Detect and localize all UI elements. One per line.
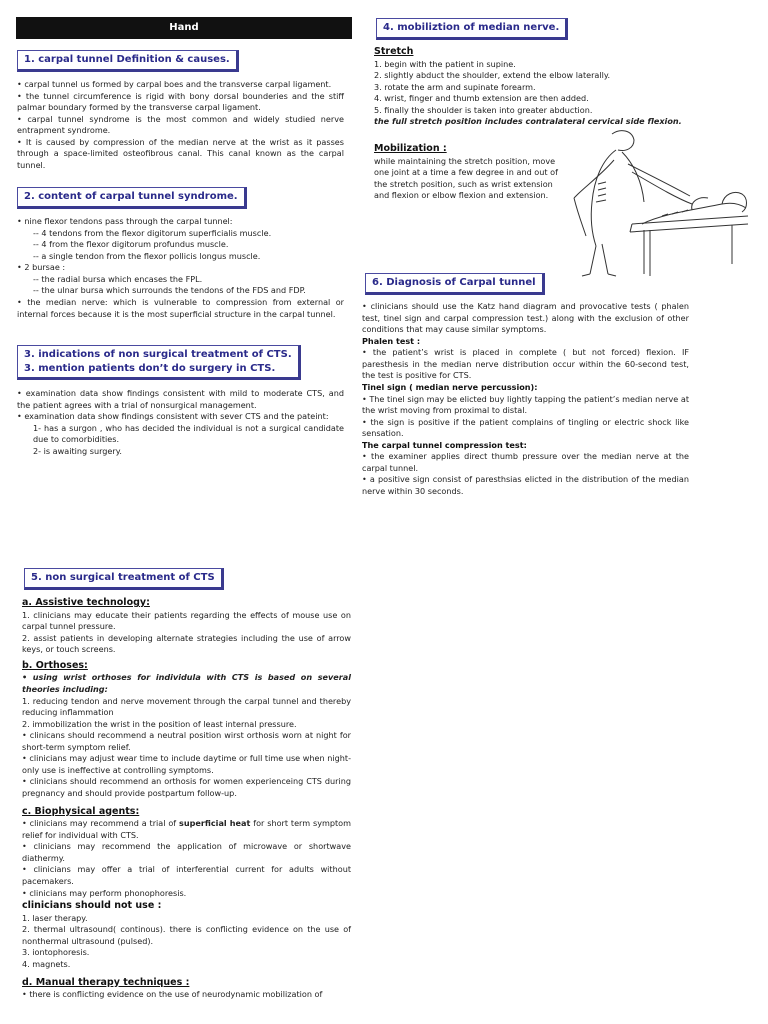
s3-line: • examination data show findings consistent with mild to moderate CTS, and the patient agrees with a trial of nonsurgical management. [17,388,344,410]
s5-text: • clinicians may recommend a trial of [22,818,180,829]
assistive-heading: a. Assistive technology: [22,597,150,608]
section-1-title: 1. carpal tunnel Definition & causes. [17,50,239,72]
s5-line: 1. reducing tendon and nerve movement through the carpal tunnel and thereby reducing inflammation [22,695,351,718]
s2-line: -- 4 from the flexor digitorum profundus muscle. [33,239,229,250]
s3-line: 2- is awaiting surgery. [33,445,122,456]
s1-line: • carpal tunnel us formed by carpal boes and the transverse carpal ligament. [17,79,332,89]
s1-line: • carpal tunnel syndrome is the most common and widely studied nerve entrapment syndrome. [17,113,344,136]
s5-line: • clinicans should recommend a neutral position wirst orthosis worn at night for short-term symptom relief. [22,730,351,752]
s2-line: • 2 bursae : [17,262,66,273]
s5-line: 3. iontophoresis. [22,947,90,958]
s5-line: • there is conflicting evidence on the use of neurodynamic mobilization of [22,989,323,1000]
section-3-body [17,388,344,457]
stretch-step: 1. begin with the patient in supine. [374,58,516,69]
s3-line: • examination data show findings consistent with sever CTS and the pateint: [17,411,329,422]
s6-line: • the examiner applies direct thumb pressure over the median nerve at the carpal tunnel. [362,451,689,473]
s2-line: -- a single tendon from the flexor pollicis longus muscle. [33,250,261,261]
s2-line: -- the radial bursa which encases the FPL. [33,273,203,284]
s2-line: • nine flexor tendons pass through the carpal tunnel: [17,216,233,226]
section-5-title: 5. non surgical treatment of CTS [24,568,224,590]
s5-line: 1. clinicians may educate their patients regarding the effects of mouse use on carpal tunnel pressure. [22,609,351,632]
s5-line: • using wrist orthoses for individula with CTS is based on several theories including: [22,672,351,694]
s2-line: • the median nerve: which is vulnerable to compression from external or internal forces because it is the most superficial structure in the carpal tunnel. [17,296,344,319]
s6-line: • The tinel sign may be elicted buy lightly tapping the patient’s median nerve at the wrist moving from proximal to distal. [362,393,689,416]
s1-line: • the tunnel circumference is rigid with bony dorsal bounderies and the stiff palmar boundary formed by the transverse carpal ligament. [17,90,344,113]
compression-heading: The carpal tunnel compression test: [362,439,527,450]
section-4-title: 4. mobiliztion of median nerve. [376,18,568,40]
s5-line: 1. laser therapy. [22,912,88,923]
mobilization-heading: Mobilization : [374,143,447,154]
stretch-step: 5. finally the shoulder is taken into greater abduction. [374,104,593,115]
section-4-mobilization [374,142,570,202]
s5-line: 2. assist patients in developing alternate strategies including the use of arrow keys, or touch screens. [22,632,351,655]
section-5-body [22,596,351,1001]
s6-line: • the sign is positive if the patient complains of tingling or electric shock like sensation. [362,416,689,439]
s6-line: • clinicians should use the Katz hand diagram and provocative tests ( phalen test, tinel sign and carpal compression test.) along with the exclusion of other conditions that may cause similar symptoms. [362,301,689,335]
s5-line: 2. immobilization the wrist in the position of least internal pressure. [22,718,297,729]
section-3-title [17,345,301,380]
stretch-step: 4. wrist, finger and thumb extension are then added. [374,93,589,104]
section-4-stretch [374,45,696,128]
s6-line: • the patient’s wrist is placed in complete ( but not forced) flexion. IF paresthesis in the median nerve distribution occur within the 60-second test, the test is positive for CTS. [362,347,689,381]
s5-line: • clinicians may offer a trial of interferential current for adults without pacemakers. [22,864,351,886]
page-title: Hand [16,17,352,39]
s1-line: • It is caused by compression of the median nerve at the wrist as it passes through a space-limited osteofibrous canal. This canal known as the carpal tunnel. [17,136,344,170]
phalen-heading: Phalen test : [362,335,421,346]
section-6-body [362,301,689,498]
s6-line: • a positive sign consist of paresthsias elicted in the distribution of the median nerve within 30 seconds. [362,474,689,496]
stretch-heading: Stretch [374,46,414,57]
section-2-body [17,216,344,320]
median-nerve-stretch-illustration [572,124,750,282]
s5-line: 2. thermal ultrasound( continous). there is conflicting evidence on the use of nonthermal ultrasound (pulsed). [22,924,351,946]
s5-line [22,818,351,841]
stretch-note: the full stretch position includes contralateral cervical side flexion. [374,116,682,127]
not-use-heading: clinicians should not use : [22,900,162,912]
biophysical-heading: c. Biophysical agents: [22,805,140,817]
superficial-heat-text: superficial heat [179,818,251,829]
section-2-title: 2. content of carpal tunnel syndrome. [17,187,247,209]
mobilization-text: while maintaining the stretch position, move one joint at a time a few degree in and out of the stretch position, such as wrist extension and flexion or elbow flexion and extension. [374,155,558,201]
tinel-heading: Tinel sign ( median nerve percussion): [362,381,538,392]
section-3-title-line-1: 3. indications of non surgical treatment of CTS. [24,349,292,360]
s2-line: -- 4 tendons from the flexor digitorum superficialis muscle. [33,227,272,238]
s2-line: -- the ulnar bursa which surrounds the tendons of the FDS and FDP. [33,285,306,296]
orthoses-heading: b. Orthoses: [22,659,88,671]
section-1-body [17,79,344,172]
s3-line: 1- has a surgon , who has decided the individual is not a surgical candidate due to comorbidities. [33,422,344,445]
section-3-title-line-2: 3. mention patients don’t do surgery in CTS. [24,362,276,374]
manual-therapy-heading: d. Manual therapy techniques : [22,976,190,988]
s5-line: • clinicians should recommend an orthosis for women experienceing CTS during pregnancy and should provide postpartum follow-up. [22,776,351,799]
stretch-step: 3. rotate the arm and supinate forearm. [374,81,536,92]
section-6-title: 6. Diagnosis of Carpal tunnel [365,273,545,295]
s5-line: • clinicians may recommend the application of microwave or shortwave diathermy. [22,841,351,863]
stretch-step: 2. slightly abduct the shoulder, extend the elbow laterally. [374,70,611,81]
s5-text: for short term symptom relief for individual with CTS. [22,818,352,840]
s5-line: • clinicians may perform phonophoresis. [22,887,187,898]
s5-line: 4. magnets. [22,958,71,969]
s5-line: • clinicians may adjust wear time to include daytime or full time use when night-only use is ineffective at controlling symptoms. [22,753,351,775]
